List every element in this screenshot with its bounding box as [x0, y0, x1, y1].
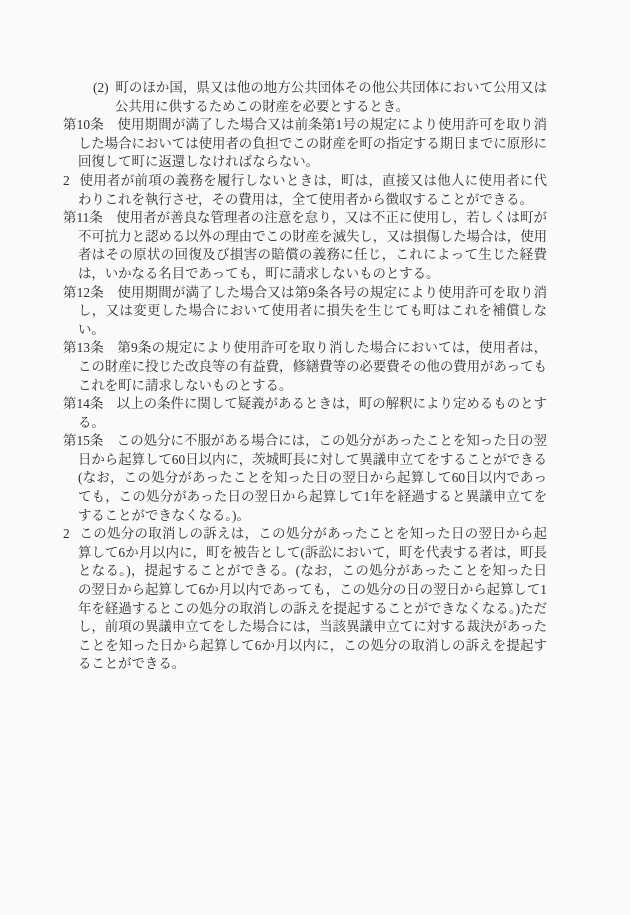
article-10-subparagraph-2 [63, 172, 547, 209]
paragraph-text: この処分の取消しの訴えは，この処分があったことを知った日の翌日から起算して6か月以内に，町を被告として(訴訟において，町を代表する者は，町長となる。)，提起することができる。(なお，この処分があったことを知った日の翌日から起算して6か月以内であっても，この処分の日の翌日から起算して1年を経過するとこの処分の取消しの訴えを提起することができなくなる。)ただし，前項の異議申立てをした場合には，当該異議申立てに対する裁決があったことを知った日から起算して6か月以内に，この処分の取消しの訴えを提起することができる。 [78, 526, 547, 672]
article-number: 第15条 [63, 433, 104, 449]
item-paragraph-2 [63, 79, 547, 116]
subparagraph-number: 2 [63, 526, 70, 542]
paragraph-text: 第9条の規定により使用許可を取り消した場合においては，使用者は，この財産に投じた改良等の有益費，修繕費等の必要費その他の費用があってもこれを町に請求しないものとする。 [78, 340, 547, 393]
article-14-paragraph [63, 395, 547, 432]
article-number: 第13条 [63, 340, 104, 356]
article-13-paragraph [63, 339, 547, 395]
article-12-paragraph [63, 284, 547, 340]
item-number: (2) [93, 80, 109, 95]
ordinance-text-block [63, 79, 547, 674]
paragraph-text: 使用期間が満了した場合又は第9条各号の規定により使用許可を取り消し，又は変更した場合において使用者に損失を生じても町はこれを補償しない。 [78, 284, 547, 337]
article-number: 第12条 [63, 284, 104, 300]
paragraph-text: この処分に不服がある場合には，この処分があったことを知った日の翌日から起算して60日以内に，茨城町長に対して異議申立てをすることができる(なお，この処分があったことを知った日の翌日から起算して60日以内であっても，この処分があった日の翌日から起算して1年を経過すると異議申立てをすることができなくなる。)。 [78, 433, 547, 523]
paragraph-text: 使用者が善良な管理者の注意を怠り，又は不正に使用し，若しくは町が不可抗力と認める以外の理由でこの財産を滅失し，又は損傷した場合は，使用者はその原状の回復及び損害の賠償の義務に任じ，これによって生じた経費は，いかなる名目であっても，町に請求しないものとする。 [78, 210, 547, 281]
article-number: 第14条 [63, 396, 104, 412]
article-15-paragraph [63, 432, 547, 525]
paragraph-text: 以上の条件に関して疑義があるときは，町の解釈により定めるものとする。 [78, 396, 547, 430]
subparagraph-number: 2 [63, 172, 70, 188]
article-number: 第10条 [63, 117, 104, 133]
article-number: 第11条 [63, 210, 103, 226]
article-15-subparagraph-2 [63, 525, 547, 674]
paragraph-text: 使用者が前項の義務を履行しないときは，町は，直接又は他人に使用者に代わりこれを執行させ，その費用は，全て使用者から徴収することができる。 [78, 172, 547, 207]
article-10-paragraph [63, 116, 547, 172]
article-11-paragraph [63, 209, 547, 283]
paragraph-text: 使用期間が満了した場合又は前条第1号の規定により使用許可を取り消した場合においては使用者の負担でこの財産を町の指定する期日までに原形に回復して町に返還しなければならない。 [78, 117, 547, 170]
paragraph-text: 町のほか国，県又は他の地方公共団体その他公共団体において公用又は公共用に供するためこの財産を必要とするとき。 [115, 80, 547, 114]
